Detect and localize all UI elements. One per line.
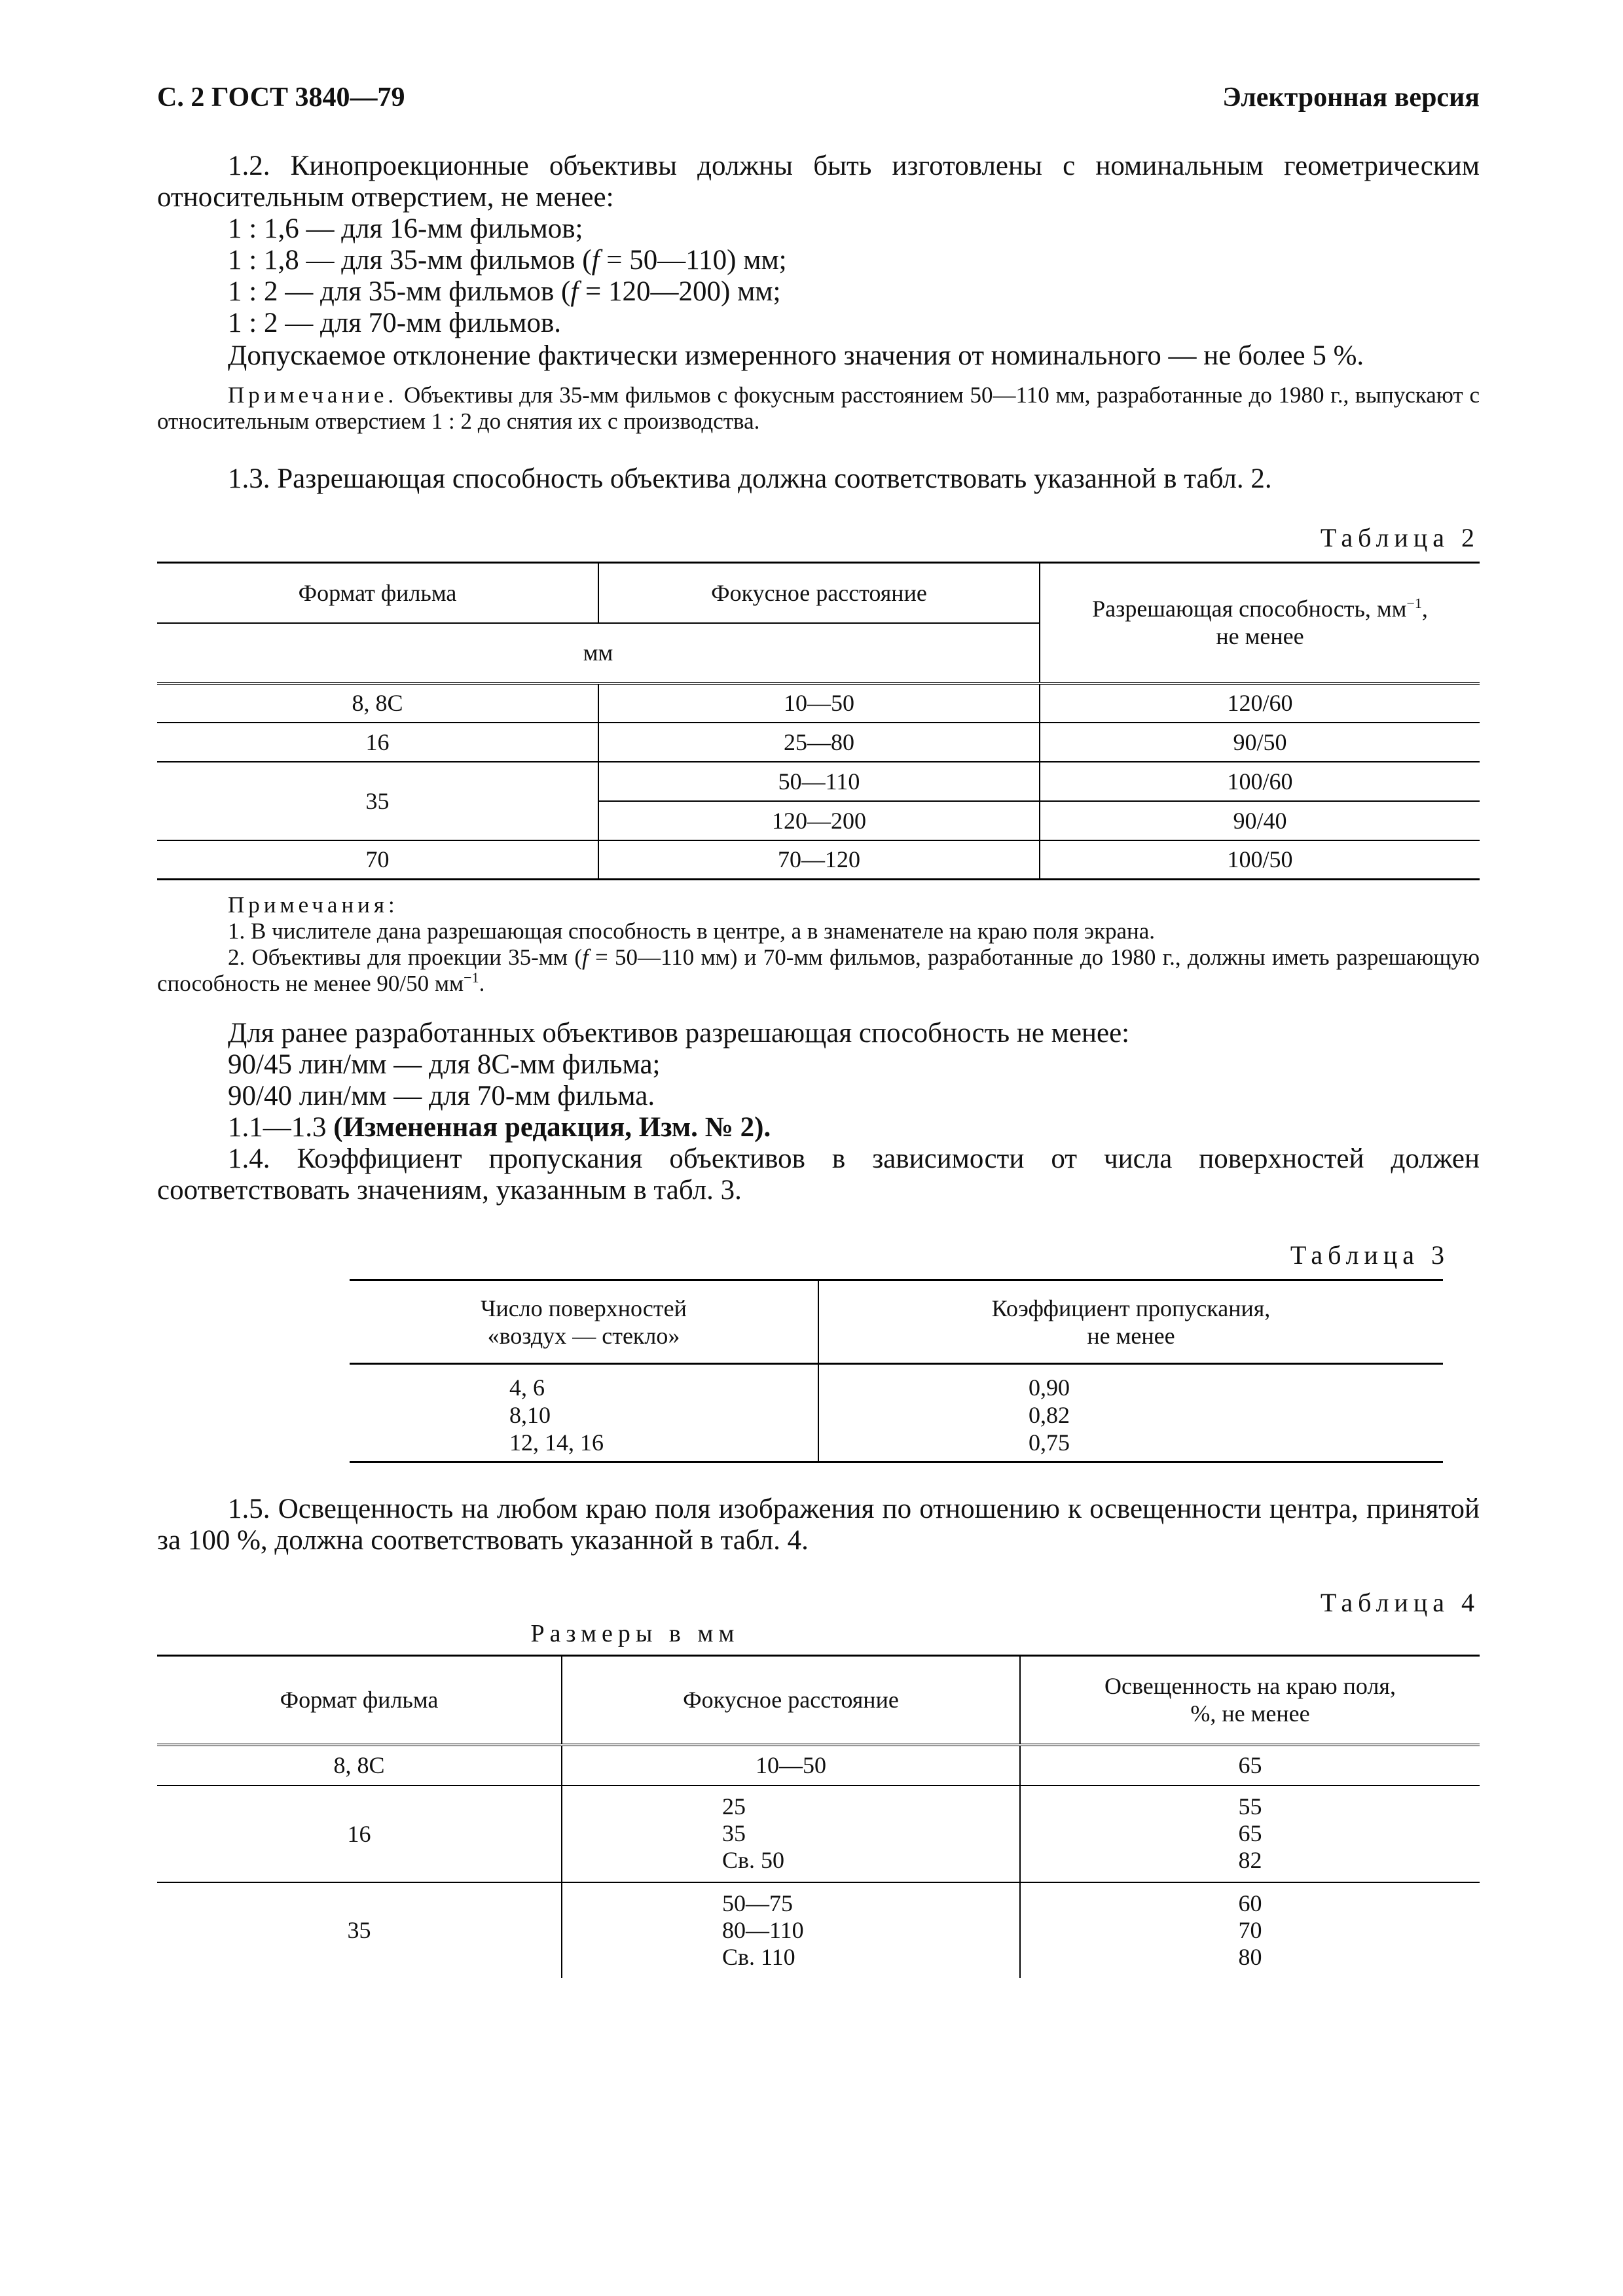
header-electronic-version: Электронная версия [1222, 82, 1480, 113]
note-2-2: 2. Объективы для проекции 35-мм (f = 50—110 мм) и 70-мм фильмов, разработанные до 1980 г., должны иметь разрешающую способность не менее 90/50 $мм^{-1}$. [157, 944, 1480, 996]
aperture-item-4: 1 : 2 — для 70-мм фильмов. [228, 308, 562, 338]
t2-header-resolution: Разрешающая способность, $мм^{-1}$, не менее [1040, 563, 1480, 683]
table-2 [157, 562, 1480, 880]
table-3 [350, 1279, 1443, 1463]
t2-header-format: Формат фильма [157, 563, 598, 623]
aperture-item-1: 1 : 1,6 — для 16-мм фильмов; [228, 213, 583, 244]
t2-header-units: мм [157, 623, 1040, 683]
t4-header-focal: Фокусное расстояние [562, 1656, 1020, 1745]
notes-label: Примечания: [228, 892, 399, 918]
section-1-5: 1.5. Освещенность на любом краю поля изображения по отношению к освещенности центра, принятой за 100 %, должна соответствовать указанной в табл. 4. [157, 1494, 1480, 1556]
table-row: 120—200 90/40 [157, 801, 1480, 840]
earlier-line-1: 90/45 лин/мм — для 8С-мм фильма; [228, 1049, 661, 1080]
page-header [157, 82, 1480, 121]
table-row: 16 25—80 90/50 [157, 723, 1480, 762]
t4-header-illumination: Освещенность на краю поля, %, не менее [1020, 1656, 1480, 1745]
table-row: 35 50—75 80—110 Св. 110 60 70 80 [157, 1882, 1480, 1978]
section-1-2 [157, 151, 1480, 435]
t2-header-focal: Фокусное расстояние [598, 563, 1040, 623]
t3-header-transmission: Коэффициент пропускания, не менее [818, 1280, 1443, 1364]
table-row: 70 70—120 100/50 [157, 840, 1480, 880]
table-4 [157, 1655, 1480, 1978]
table-2-caption: Таблица 2 [1320, 523, 1480, 552]
note-1-2: Примечание. Объективы для 35-мм фильмов с фокусным расстоянием 50—110 мм, разработанные до 1980 г., выпускают с относительным отверстием 1 : 2 до снятия их с производства. [157, 382, 1480, 434]
earlier-lenses [157, 1018, 1480, 1206]
aperture-item-2: 1 : 1,8 — для 35-мм фильмов (f = 50—110) мм; [228, 245, 787, 276]
section-1-4: 1.4. Коэффициент пропускания объективов в зависимости от числа поверхностей должен соответствовать значениям, указанным в табл. 3. [157, 1143, 1480, 1206]
section-1-3: 1.3. Разрешающая способность объектива должна соответствовать указанной в табл. 2. [228, 463, 1272, 494]
table-row: 8, 8С 10—50 120/60 [157, 683, 1480, 723]
note-2-1: 1. В числителе дана разрешающая способность в центре, а в знаменателе на краю поля экрана. [228, 918, 1155, 944]
aperture-item-3: 1 : 2 — для 35-мм фильмов (f = 120—200) мм; [228, 276, 781, 307]
table-3-caption: Таблица 3 [1290, 1240, 1450, 1270]
table-row: 16 25 35 Св. 50 55 65 82 [157, 1785, 1480, 1882]
table-row: 35 50—110 100/60 [157, 762, 1480, 801]
earlier-intro: Для ранее разработанных объективов разрешающая способность не менее: [228, 1018, 1130, 1049]
table-row: 4, 6 8,10 12, 14, 16 0,90 0,82 0,75 [350, 1364, 1443, 1462]
amendment-note: 1.1—1.3 (Измененная редакция, Изм. № 2). [228, 1112, 771, 1143]
t4-header-format: Формат фильма [157, 1656, 562, 1745]
header-standard-number: С. 2 ГОСТ 3840—79 [157, 82, 405, 113]
table-2-notes [157, 892, 1480, 997]
earlier-line-2: 90/40 лин/мм — для 70-мм фильма. [228, 1081, 655, 1111]
table-4-units: Размеры в мм [530, 1620, 740, 1647]
table-4-caption: Таблица 4 [1320, 1588, 1480, 1617]
tolerance-text: Допускаемое отклонение фактически измеренного значения от номинального — не более 5 %. [228, 340, 1364, 371]
t3-header-surfaces: Число поверхностей «воздух — стекло» [350, 1280, 818, 1364]
table-row: 8, 8С 10—50 65 [157, 1745, 1480, 1785]
section-1-2-intro: 1.2. Кинопроекционные объективы должны быть изготовлены с номинальным геометрическим относительным отверстием, не менее: [157, 151, 1480, 213]
